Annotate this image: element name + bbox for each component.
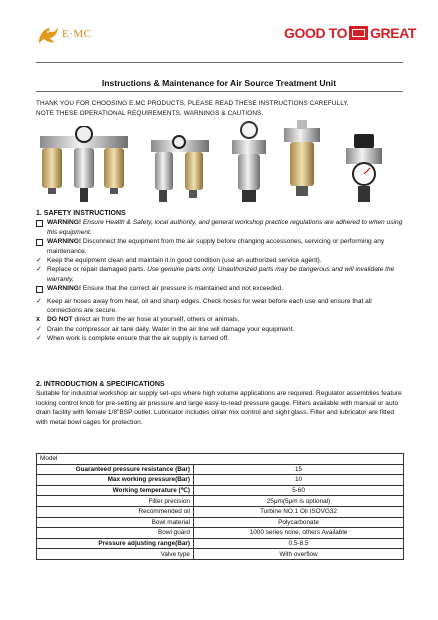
- warning-label: DO NOT: [47, 316, 73, 324]
- safety-text: direct air from the air hose at yourself, others or animals.: [72, 316, 240, 324]
- checkbox-icon: [36, 218, 47, 237]
- spec-key: Filter precision: [37, 496, 194, 507]
- spec-key: Guaranteed pressure resistance (Bar): [37, 464, 194, 475]
- safety-item-8: [36, 325, 406, 334]
- table-row: [37, 485, 404, 496]
- spec-key: Valve type: [37, 549, 194, 560]
- safety-item-4: [36, 265, 406, 284]
- spec-value: With overflow: [194, 549, 404, 560]
- brand-right-text-2: GREAT: [370, 25, 417, 41]
- fr-double-unit-image: [149, 134, 211, 206]
- safety-item-2: [36, 237, 406, 256]
- checkmark-icon: ✓: [36, 325, 42, 333]
- safety-text: Keep the equipment clean and maintain it in good condition (use an authorized service agent).: [47, 257, 322, 265]
- spec-key: Bowl material: [37, 517, 194, 528]
- checkbox-icon: [36, 237, 47, 256]
- table-row: [37, 528, 404, 539]
- checkmark-icon: ✓: [36, 266, 42, 274]
- spec-key: Pressure adjusting range(Bar): [37, 538, 194, 549]
- spec-value: Turbine NO.1 Oil ISOVG32: [194, 506, 404, 517]
- intro-line-1: THANK YOU FOR CHOOSING E.MC PRODUCTS, PLEASE READ THESE INSTRUCTIONS CAREFULLY.: [36, 100, 349, 107]
- introduction-section: [36, 380, 406, 427]
- spec-key: Max working pressure(Bar): [37, 475, 194, 486]
- safety-item-5: [36, 284, 406, 296]
- table-row: [37, 475, 404, 486]
- filter-regulator-image: [226, 120, 272, 206]
- checkbox-icon: [36, 284, 47, 296]
- spec-key: Bowl guard: [37, 528, 194, 539]
- emc-brand-text: E·MC: [62, 28, 92, 40]
- document-title: Instructions & Maintenance for Air Source Treatment Unit: [101, 78, 337, 88]
- cross-icon: x: [36, 316, 40, 324]
- safety-text: Replace or repair damaged parts.: [47, 266, 148, 274]
- product-photos: [36, 116, 406, 206]
- introduction-heading: 2. INTRODUCTION & SPECIFICATIONS: [36, 381, 165, 388]
- safety-section: [36, 209, 406, 344]
- safety-text: Ensure that the correct air pressure is maintained and not exceeded.: [81, 285, 284, 293]
- safety-text: Disconnect the equipment from the air supply before changing accessories, servicing or performing any maintenance.: [47, 238, 385, 255]
- safety-item-6: [36, 297, 406, 316]
- introduction-paragraph: Suitable for industrial workshop air supply set-ups where high volume applications are required. Regulator assemblies feature locking control knob for pre-setting air pressure and large easy-to-read pressure gauge. Filters available with manual or auto drain facility with female 1/8"BSP outlet. Lubricator includes oil/air mix control and sight glass. Filter and lubricator are fitted with metal bowl cages for protection.: [36, 390, 402, 426]
- warning-label: WARNING!: [47, 219, 82, 227]
- safety-text: Drain the compressor air tank daily. Water in the air line will damage your equipment.: [47, 325, 295, 333]
- spec-value: 10: [194, 475, 404, 486]
- checkmark-icon: ✓: [36, 297, 42, 305]
- spec-value: 0.5-8.5: [194, 538, 404, 549]
- safety-item-3: [36, 256, 406, 265]
- brand-right-text-1: GOOD TO: [284, 25, 348, 41]
- regulator-image: [340, 132, 388, 206]
- safety-text-italic: Use genuine parts only. Unauthorized parts may be dangerous and will invalidate the warranty.: [47, 266, 395, 283]
- safety-text: When work is complete ensure that the air supply is turned off.: [47, 335, 230, 343]
- safety-item-7: [36, 315, 406, 324]
- safety-item-9: [36, 334, 406, 343]
- checkmark-icon: ✓: [36, 335, 42, 343]
- spec-value: 5-60: [194, 485, 404, 496]
- table-header-row: [37, 454, 404, 465]
- spec-value: 1000 series none, others Available: [194, 528, 404, 539]
- table-row: [37, 538, 404, 549]
- header-divider: [36, 62, 403, 63]
- safety-heading: 1. SAFETY INSTRUCTIONS: [36, 210, 126, 217]
- emc-bird-icon: [36, 23, 60, 45]
- spec-value: 15: [194, 464, 404, 475]
- brand-seal-icon: [349, 26, 368, 40]
- frl-triple-unit-image: [36, 126, 132, 206]
- table-row: [37, 496, 404, 507]
- specifications-table: [36, 453, 404, 560]
- table-row: [37, 549, 404, 560]
- spec-key: Recommended oil: [37, 506, 194, 517]
- safety-text: Keep air hoses away from heat, oil and sharp edges. Check hoses for wear before each use and ensure that all connections are secure.: [47, 297, 372, 315]
- checkmark-icon: ✓: [36, 257, 42, 265]
- table-row: [37, 464, 404, 475]
- title-divider: [36, 91, 403, 92]
- safety-item-1: [36, 218, 406, 237]
- good-to-great-logo: [284, 25, 416, 41]
- table-row: [37, 506, 404, 517]
- warning-label: WARNING!: [47, 238, 82, 246]
- spec-value: 25μm(5μm is optional): [194, 496, 404, 507]
- spec-key: Working temperature (℃): [37, 485, 194, 496]
- lubricator-image: [282, 120, 322, 206]
- emc-logo: [36, 22, 92, 46]
- spec-value: Polycarbonate: [194, 517, 404, 528]
- intro-line-2: NOTE THESE OPERATIONAL REQUIREMENTS, WARNINGS & CAUTIONS.: [36, 109, 264, 117]
- table-header-model: Model: [37, 454, 404, 465]
- safety-text: Ensure Health & Safety, local authority, and general workshop practice regulations are adhered to when using this equipment.: [47, 219, 403, 236]
- warning-label: WARNING!: [47, 285, 82, 293]
- table-row: [37, 517, 404, 528]
